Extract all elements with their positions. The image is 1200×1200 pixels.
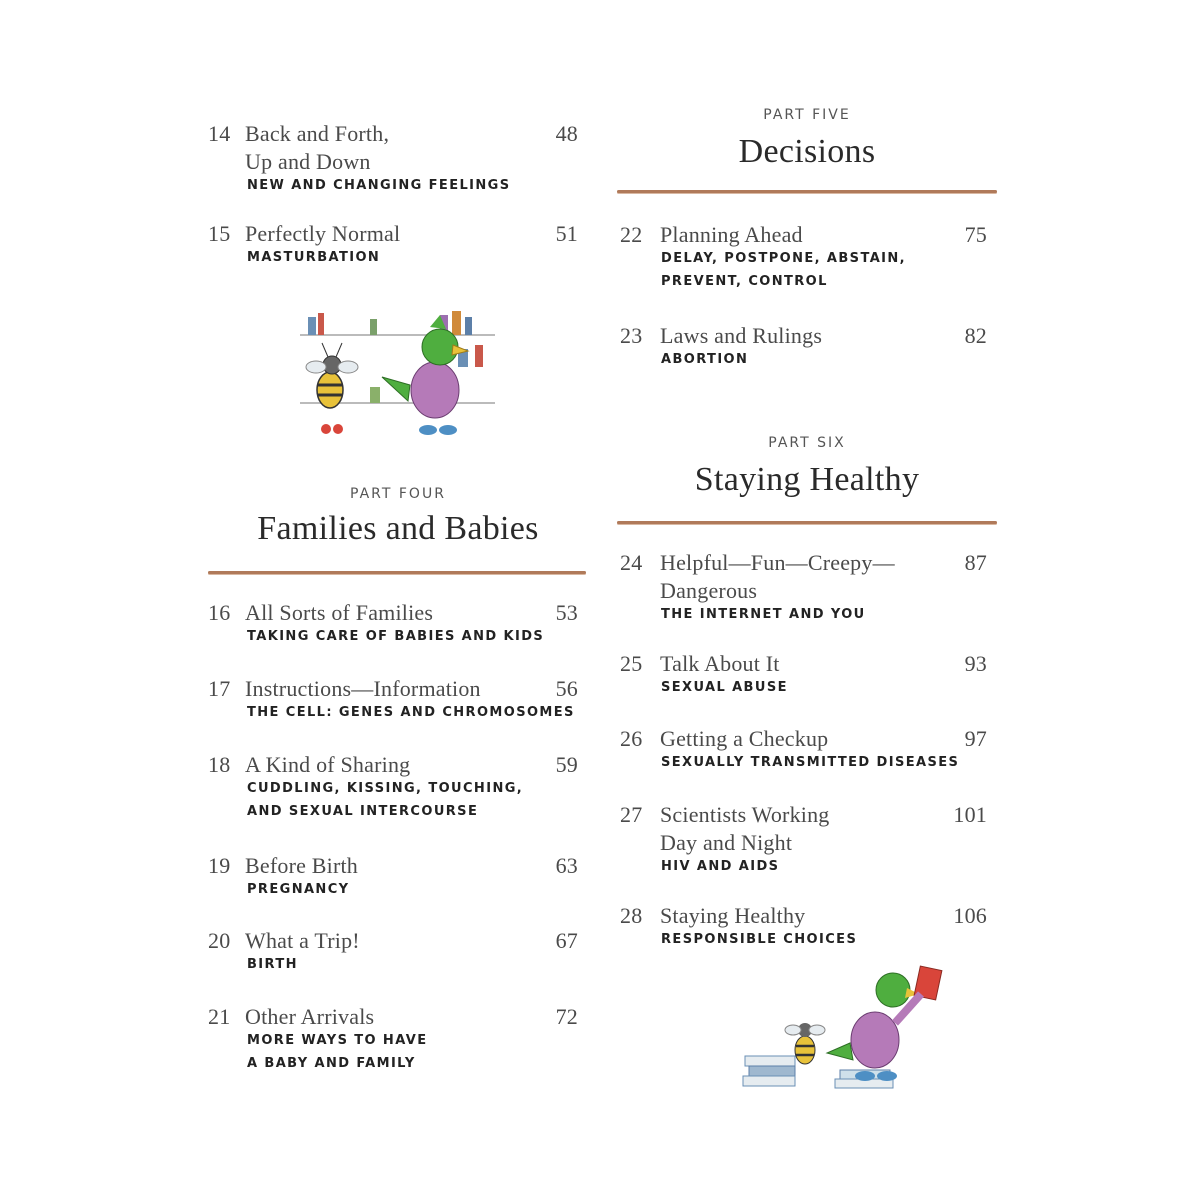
chapter-title: What a Trip! [245, 928, 360, 953]
part-label: PART FIVE [763, 107, 851, 123]
chapter-number: 26 [620, 726, 643, 751]
chapter-subtitle: THE CELL: GENES AND CHROMOSOMES [247, 705, 575, 720]
chapter-subtitle: PREVENT, CONTROL [661, 274, 828, 289]
chapter-subtitle: HIV AND AIDS [661, 859, 780, 874]
part-title: Staying Healthy [694, 461, 920, 498]
part-title: Decisions [738, 133, 876, 170]
chapter-subtitle: THE INTERNET AND YOU [661, 607, 866, 622]
chapter-title: Before Birth [245, 853, 358, 878]
chapter-number: 19 [208, 853, 231, 878]
chapter-page-number: 101 [953, 802, 987, 827]
chapter-subtitle: CUDDLING, KISSING, TOUCHING, [247, 781, 524, 796]
part-title: Families and Babies [257, 510, 539, 547]
chapter-number: 17 [208, 676, 231, 701]
bird-reading-book-with-bee-illustration [735, 958, 950, 1093]
chapter-page-number: 97 [964, 726, 987, 751]
chapter-subtitle: MASTURBATION [247, 250, 381, 265]
chapter-title: Perfectly Normal [245, 221, 401, 246]
chapter-number: 18 [208, 752, 231, 777]
chapter-title: A Kind of Sharing [245, 752, 411, 777]
chapter-subtitle: AND SEXUAL INTERCOURSE [247, 804, 479, 819]
chapter-title: Back and Forth, [245, 121, 390, 146]
chapter-number: 14 [208, 121, 231, 146]
chapter-subtitle: TAKING CARE OF BABIES AND KIDS [247, 629, 545, 644]
chapter-page-number: 93 [964, 651, 987, 676]
chapter-number: 23 [620, 323, 643, 348]
chapter-title: Getting a Checkup [660, 726, 829, 751]
chapter-title: Planning Ahead [660, 222, 803, 247]
part-label: PART SIX [768, 435, 846, 451]
chapter-subtitle: PREGNANCY [247, 882, 350, 897]
chapter-subtitle: SEXUALLY TRANSMITTED DISEASES [661, 755, 960, 770]
chapter-title: Talk About It [660, 651, 780, 676]
chapter-page-number: 63 [555, 853, 578, 878]
chapter-number: 20 [208, 928, 231, 953]
chapter-subtitle: BIRTH [247, 957, 298, 972]
chapter-page-number: 51 [555, 221, 578, 246]
chapter-subtitle: DELAY, POSTPONE, ABSTAIN, [661, 251, 907, 266]
section-divider [208, 571, 586, 574]
chapter-subtitle: SEXUAL ABUSE [661, 680, 788, 695]
chapter-number: 25 [620, 651, 643, 676]
chapter-title: Instructions—Information [245, 676, 481, 701]
section-divider [617, 521, 997, 524]
chapter-number: 28 [620, 903, 643, 928]
chapter-title: Up and Down [245, 149, 371, 174]
chapter-page-number: 87 [964, 550, 987, 575]
chapter-number: 27 [620, 802, 643, 827]
chapter-subtitle: RESPONSIBLE CHOICES [661, 932, 858, 947]
chapter-page-number: 48 [555, 121, 578, 146]
chapter-title: Laws and Rulings [660, 323, 823, 348]
chapter-title: Other Arrivals [245, 1004, 375, 1029]
chapter-subtitle: NEW AND CHANGING FEELINGS [247, 178, 511, 193]
chapter-page-number: 59 [555, 752, 578, 777]
chapter-page-number: 56 [555, 676, 578, 701]
chapter-title: Scientists Working [660, 802, 830, 827]
chapter-page-number: 82 [964, 323, 987, 348]
chapter-page-number: 75 [964, 222, 987, 247]
chapter-number: 21 [208, 1004, 231, 1029]
chapter-title: Dangerous [660, 578, 758, 603]
chapter-title: Staying Healthy [660, 903, 806, 928]
chapter-subtitle: ABORTION [661, 352, 749, 367]
chapter-page-number: 72 [555, 1004, 578, 1029]
section-divider [617, 190, 997, 193]
chapter-title: All Sorts of Families [245, 600, 434, 625]
chapter-page-number: 106 [953, 903, 987, 928]
part-label: PART FOUR [350, 486, 446, 502]
chapter-page-number: 67 [555, 928, 578, 953]
chapter-number: 22 [620, 222, 643, 247]
chapter-subtitle: A BABY AND FAMILY [247, 1056, 416, 1071]
chapter-number: 15 [208, 221, 231, 246]
chapter-number: 24 [620, 550, 643, 575]
chapter-subtitle: MORE WAYS TO HAVE [247, 1033, 428, 1048]
chapter-title: Helpful—Fun—Creepy— [660, 550, 895, 575]
chapter-number: 16 [208, 600, 231, 625]
bird-and-bee-at-bookshelf-illustration [290, 305, 505, 440]
chapter-page-number: 53 [555, 600, 578, 625]
chapter-title: Day and Night [660, 830, 793, 855]
